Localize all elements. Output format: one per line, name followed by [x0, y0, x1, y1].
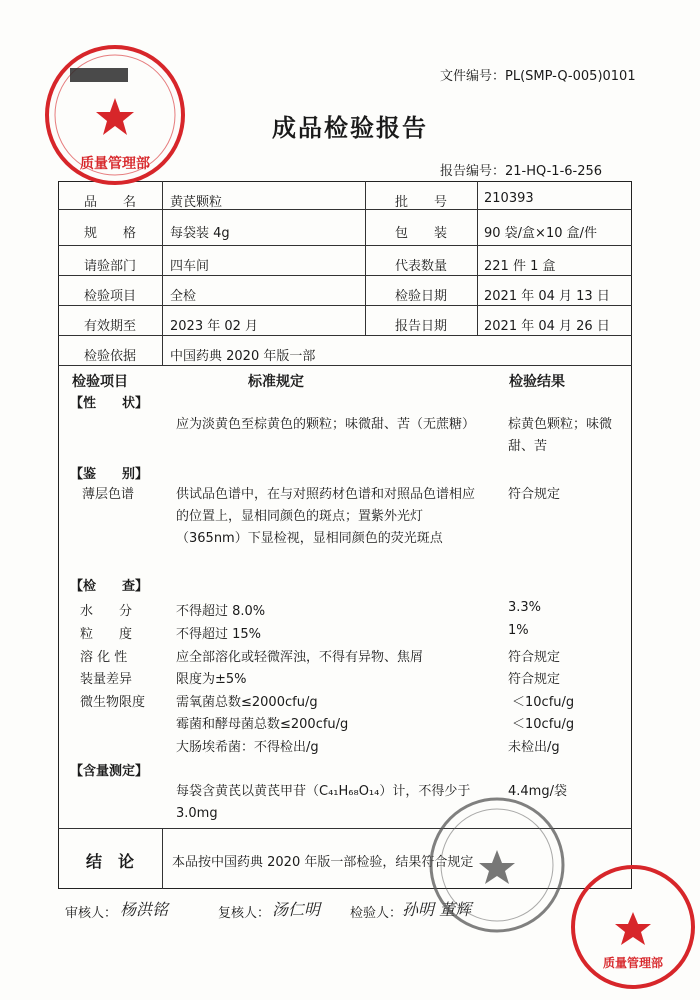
section-inspection: 【检 查】 — [70, 579, 149, 594]
value-batch-number: 210393 — [484, 191, 534, 206]
value-quantity: 221 件 1 盒 — [484, 259, 556, 274]
inspector-signature: 孙明 董辉 — [402, 900, 472, 919]
label-packaging: 包 装 — [394, 226, 447, 241]
assay-result: 4.4mg/袋 — [508, 784, 567, 799]
inspection-item: 粒 度 — [80, 627, 133, 642]
inspection-item: 微生物限度 — [80, 695, 146, 710]
inspection-standard: 大肠埃希菌：不得检出/g — [176, 740, 319, 755]
inspector-label: 检验人： — [350, 906, 403, 921]
column-header-standard: 标准规定 — [248, 374, 304, 390]
inspection-standard: 需氧菌总数≤2000cfu/g — [176, 695, 318, 710]
reviewer-label: 审核人： — [65, 906, 118, 921]
column-header-result: 检验结果 — [509, 374, 565, 390]
rechecker-signature: 汤仁明 — [272, 900, 321, 919]
label-test-item: 检验项目 — [83, 289, 136, 304]
label-expiry: 有效期至 — [83, 319, 136, 334]
company-seal — [422, 790, 572, 940]
column-header-item: 检验项目 — [72, 374, 128, 390]
identification-result: 符合规定 — [508, 487, 561, 502]
report-title: 成品检验报告 — [272, 114, 428, 142]
label-quantity: 代表数量 — [394, 259, 447, 274]
reviewer-signature: 杨洪铭 — [120, 900, 169, 919]
inspection-item: 溶 化 性 — [80, 650, 128, 665]
character-standard: 应为淡黄色至棕黄色的颗粒；味微甜、苦（无蔗糖） — [176, 417, 476, 432]
label-report-date: 报告日期 — [394, 319, 447, 334]
inspection-result: ＜10cfu/g — [512, 695, 575, 710]
inspection-result: 3.3% — [508, 600, 542, 615]
conclusion-label: 结 论 — [85, 852, 134, 871]
character-result: 棕黄色颗粒；味微甜、苦 — [508, 417, 613, 454]
value-spec: 每袋装 4g — [170, 226, 230, 241]
qa-department-seal-left — [40, 40, 190, 190]
value-test-item: 全检 — [170, 289, 197, 304]
assay-standard: 每袋含黄芪以黄芪甲苷（C₄₁H₆₈O₁₄）计，不得少于 3.0mg — [176, 784, 471, 821]
inspection-item: 水 分 — [80, 604, 133, 619]
svg-text:质量管理部: 质量管理部 — [80, 156, 150, 172]
label-spec: 规 格 — [83, 226, 136, 241]
label-test-basis: 检验依据 — [83, 349, 136, 364]
conclusion-text: 本品按中国药典 2020 年版一部检验，结果符合规定 — [172, 855, 474, 870]
label-product-name: 品 名 — [83, 195, 136, 210]
svg-text:质量管理部: 质量管理部 — [602, 956, 664, 970]
inspection-result: 符合规定 — [508, 672, 561, 687]
label-batch-number: 批 号 — [394, 195, 447, 210]
value-test-date: 2021 年 04 月 13 日 — [484, 289, 610, 304]
identification-item: 薄层色谱 — [82, 487, 135, 502]
document-number: 文件编号：PL(SMP-Q-005)0101 — [440, 69, 636, 84]
inspection-standard: 不得超过 8.0% — [176, 604, 266, 619]
inspection-result: 符合规定 — [508, 650, 561, 665]
inspection-standard: 应全部溶化或轻微浑浊，不得有异物、焦屑 — [176, 650, 424, 665]
identification-standard: 供试品色谱中，在与对照药材色谱和对照品色谱相应的位置上，显相同颜色的斑点；置紫外光灯（365nm）下显检视，显相同颜色的荧光斑点 — [176, 487, 476, 546]
label-requesting-dept: 请验部门 — [83, 259, 136, 274]
inspection-result: 1% — [508, 623, 529, 638]
value-report-date: 2021 年 04 月 26 日 — [484, 319, 610, 334]
value-packaging: 90 袋/盒×10 盒/件 — [484, 226, 598, 241]
value-test-basis: 中国药典 2020 年版一部 — [170, 349, 316, 364]
inspection-standard: 霉菌和酵母菌总数≤200cfu/g — [176, 717, 349, 732]
inspection-result: 未检出/g — [508, 740, 560, 755]
section-character: 【性 状】 — [70, 396, 149, 411]
label-test-date: 检验日期 — [394, 289, 447, 304]
inspection-item: 装量差异 — [80, 672, 133, 687]
inspection-standard: 限度为±5% — [176, 672, 247, 687]
report-number: 报告编号：21-HQ-1-6-256 — [440, 164, 603, 179]
rechecker-label: 复核人： — [218, 906, 271, 921]
section-identification: 【鉴 别】 — [70, 467, 149, 482]
section-assay: 【含量测定】 — [70, 764, 149, 779]
value-requesting-dept: 四车间 — [170, 259, 210, 274]
inspection-standard: 不得超过 15% — [176, 627, 262, 642]
inspection-result: ＜10cfu/g — [512, 717, 575, 732]
qa-department-seal-right — [568, 862, 698, 992]
value-expiry: 2023 年 02 月 — [170, 319, 259, 334]
value-product-name: 黄芪颗粒 — [170, 195, 223, 210]
